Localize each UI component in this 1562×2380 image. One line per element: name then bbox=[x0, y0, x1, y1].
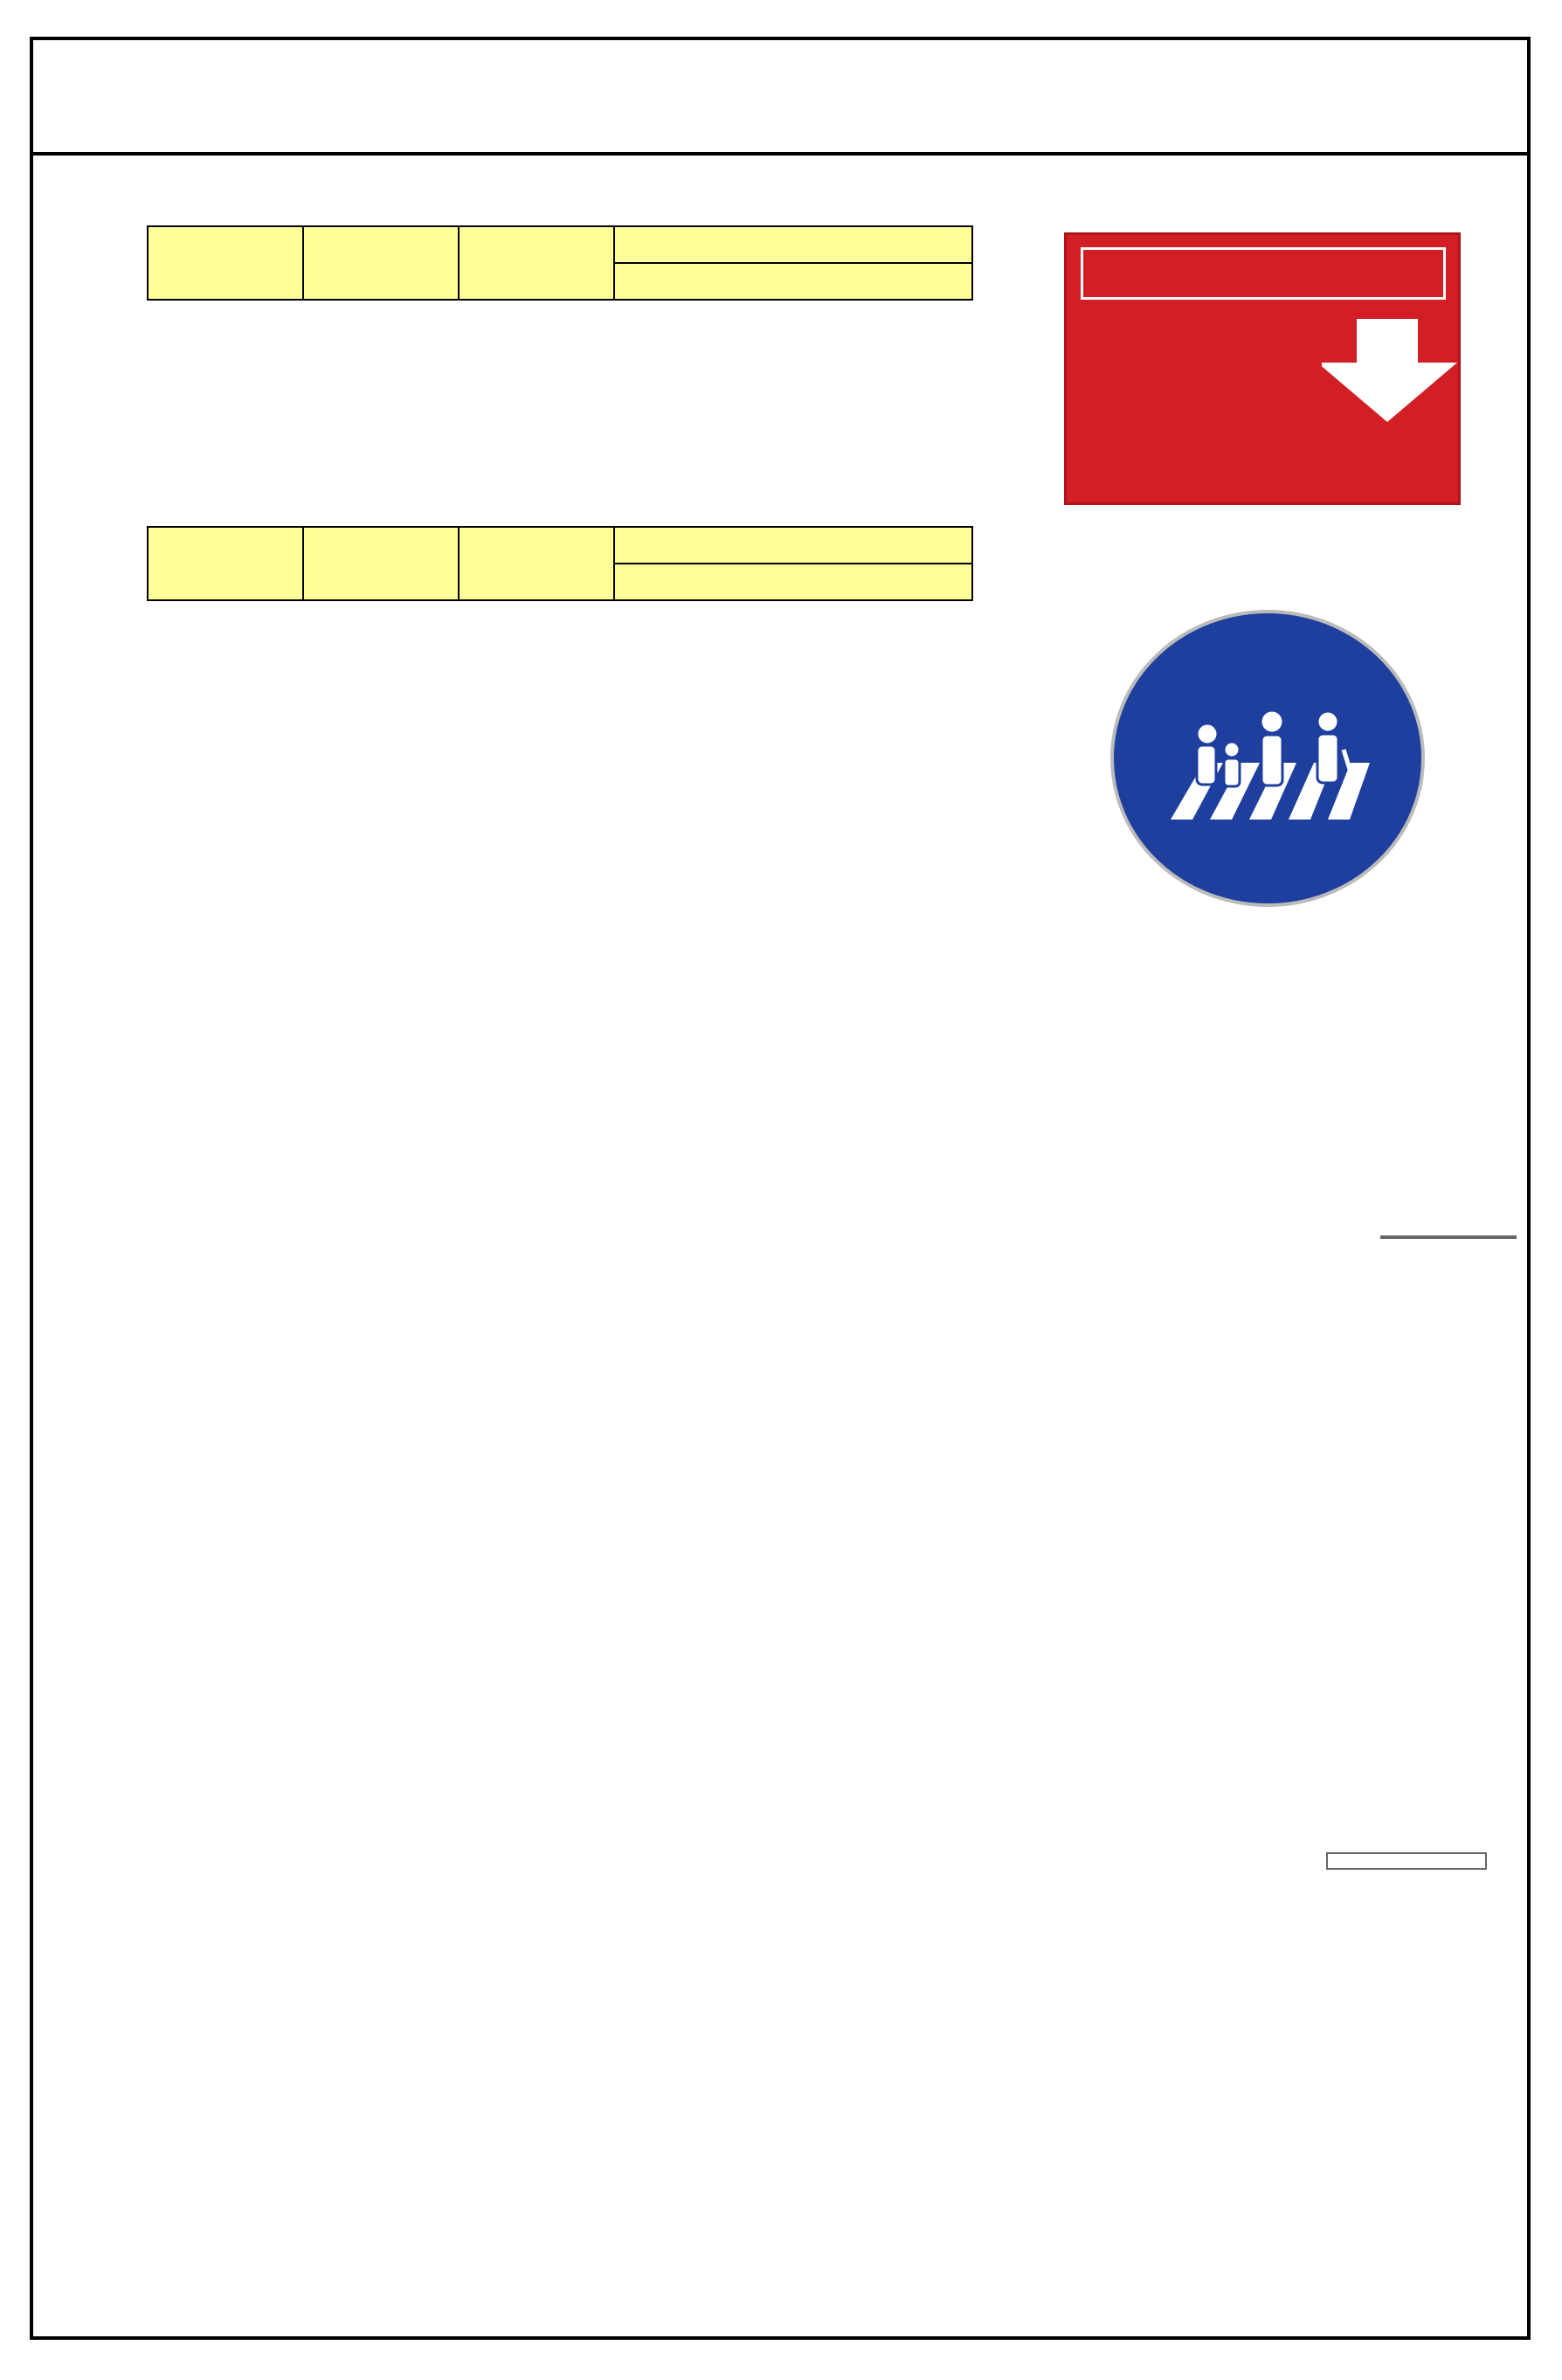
col-r7 bbox=[303, 226, 459, 300]
pedestrian-zero-logo bbox=[1109, 610, 1426, 907]
monthly-legend bbox=[1380, 1235, 1517, 1239]
under60-logo bbox=[1064, 232, 1461, 505]
col-yoy bbox=[614, 226, 972, 263]
col-diff bbox=[614, 564, 972, 600]
down-arrow-icon bbox=[1322, 319, 1462, 424]
col-diff bbox=[614, 263, 972, 300]
title-box bbox=[30, 37, 1531, 156]
pref-table bbox=[147, 225, 973, 301]
col-r6 bbox=[459, 226, 614, 300]
col-kubun bbox=[148, 226, 303, 300]
col-r6 bbox=[459, 527, 614, 600]
col-kubun bbox=[148, 527, 303, 600]
local-table bbox=[147, 526, 973, 601]
col-r7 bbox=[303, 527, 459, 600]
col-yoy bbox=[614, 527, 972, 564]
age-legend bbox=[1326, 1852, 1487, 1870]
under60-top bbox=[1081, 247, 1446, 300]
